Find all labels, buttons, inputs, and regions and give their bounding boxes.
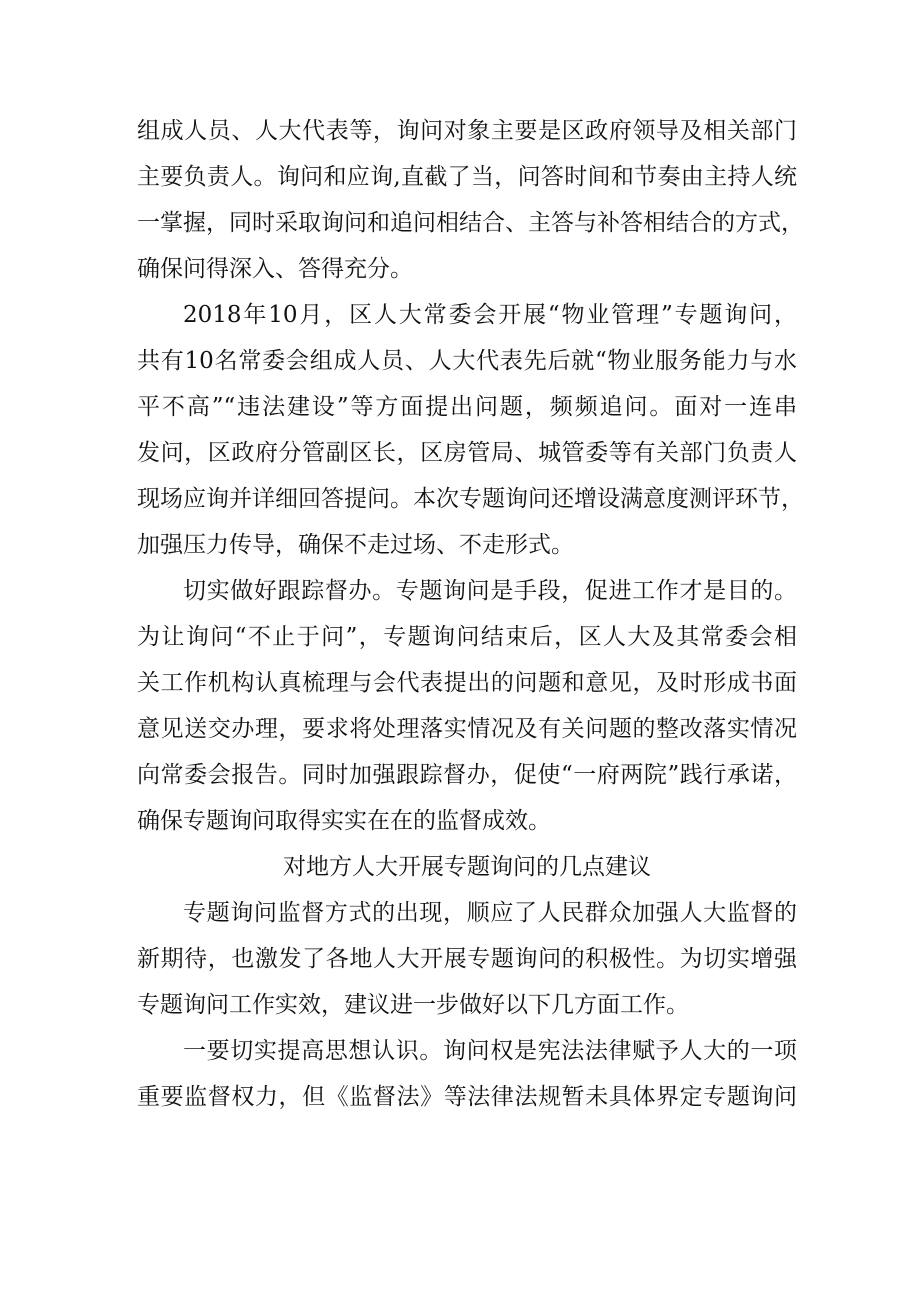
text-line: 意见送交办理，要求将处理落实情况及有关问题的整改落实情况 (137, 716, 797, 742)
paragraph (137, 890, 797, 1028)
text-line: 发问，区政府分管副区长，区房管局、城管委等有关部门负责人 (137, 440, 797, 466)
text-line: 专题询问监督方式的出现，顺应了人民群众加强人大监督的 (183, 900, 797, 926)
paragraph (137, 1028, 797, 1120)
text-line: 确保问得深入、答得充分。 (137, 256, 413, 282)
text-line: 主要负责人。询问和应询,直截了当，问答时间和节奏由主持人统 (137, 164, 797, 190)
paragraph (137, 108, 804, 292)
document-body (137, 108, 804, 1120)
text-line: 加强压力传导，确保不走过场、不走形式。 (137, 532, 574, 558)
text-line: 一要切实提高思想认识。询问权是宪法法律赋予人大的一项 (183, 1038, 797, 1064)
text-line: 切实做好跟踪督办。专题询问是手段，促进工作才是目的。 (183, 578, 797, 604)
text-line: 组成人员、人大代表等，询问对象主要是区政府领导及相关部门 (137, 118, 797, 144)
text-line: 平不高”“违法建设”等方面提出问题，频频追问。面对一连串 (137, 394, 797, 420)
text-line: 2018年10月，区人大常委会开展“物业管理”专题询问， (183, 302, 797, 328)
text-line: 为让询问“不止于问”，专题询问结束后，区人大及其常委会相 (137, 624, 797, 650)
text-line: 确保专题询问取得实实在在的监督成效。 (137, 808, 551, 834)
text-line: 向常委会报告。同时加强跟踪督办，促使“一府两院”践行承诺， (137, 762, 797, 788)
text-line: 新期待，也激发了各地人大开展专题询问的积极性。为切实增强 (137, 946, 797, 972)
text-line: 共有10名常委会组成人员、人大代表先后就“物业服务能力与水 (137, 348, 797, 374)
text-line: 重要监督权力，但《监督法》等法律法规暂未具体界定专题询问 (137, 1084, 797, 1110)
paragraph (137, 568, 797, 844)
text-line: 一掌握，同时采取询问和追问相结合、主答与补答相结合的方式， (137, 210, 804, 236)
paragraph (137, 292, 804, 568)
text-line: 专题询问工作实效，建议进一步做好以下几方面工作。 (137, 992, 689, 1018)
text-line: 关工作机构认真梳理与会代表提出的问题和意见，及时形成书面 (137, 670, 797, 696)
text-line: 现场应询并详细回答提问。本次专题询问还增设满意度测评环节， (137, 486, 804, 512)
section-heading: 对地方人大开展专题询问的几点建议 (283, 854, 651, 880)
